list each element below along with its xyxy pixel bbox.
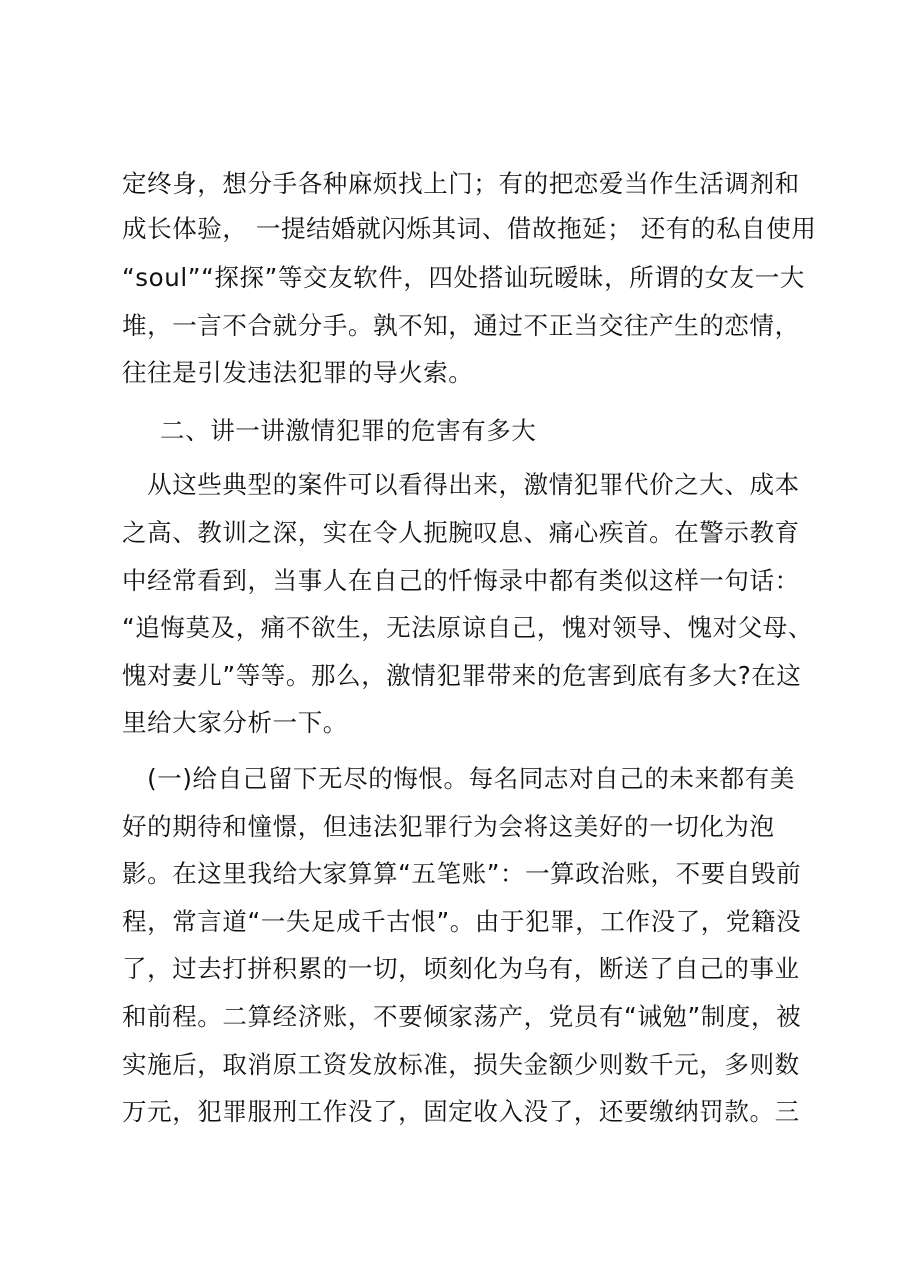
text-line: 之高、教训之深，实在令人扼腕叹息、痛心疾首。在警示教育 — [122, 518, 800, 547]
text-line: 从这些典型的案件可以看得出来，激情犯罪代价之大、成本 — [122, 470, 800, 499]
text-line: 了，过去打拼积累的一切，顷刻化为乌有，断送了自己的事业 — [122, 954, 800, 983]
text-line: 往往是引发违法犯罪的导火索。 — [122, 358, 474, 387]
text-line: 影。在这里我给大家算算“五笔账”：一算政治账，不要自毁前 — [122, 859, 802, 888]
text-line: 中经常看到，当事人在自己的忏悔录中都有类似这样一句话： — [122, 566, 800, 595]
text-line: 实施后，取消原工资发放标准，损失金额少则数千元，多则数 — [122, 1050, 800, 1079]
text-line: 愧对妻儿”等等。那么，激情犯罪带来的危害到底有多大?在这 — [122, 661, 802, 690]
text-line: 里给大家分析一下。 — [122, 708, 348, 737]
text-line: 好的期待和憧憬，但违法犯罪行为会将这美好的一切化为泡 — [122, 812, 775, 841]
text-line: “soul”“探探”等交友软件，四处搭讪玩暧昧，所谓的女友一大 — [122, 263, 805, 292]
text-line: 万元，犯罪服刑工作没了，固定收入没了，还要缴纳罚款。三 — [122, 1097, 800, 1126]
text-line: 堆，一言不合就分手。孰不知，通过不正当交往产生的恋情， — [122, 311, 800, 340]
text-line: 成长体验， 一提结婚就闪烁其词、借故拖延； 还有的私自使用 — [122, 214, 817, 243]
text-line: (一)给自己留下无尽的悔恨。每名同志对自己的未来都有美 — [122, 764, 795, 793]
text-line: “追悔莫及，痛不欲生，无法原谅自己，愧对领导、愧对父母、 — [122, 613, 813, 642]
section-heading: 二、讲一讲激情犯罪的危害有多大 — [160, 416, 537, 445]
text-line: 定终身，想分手各种麻烦找上门；有的把恋爱当作生活调剂和 — [122, 169, 800, 198]
text-line: 程，常言道“一失足成千古恨”。由于犯罪，工作没了，党籍没 — [122, 907, 802, 936]
text-line: 和前程。二算经济账，不要倾家荡产，党员有“诫勉”制度，被 — [122, 1002, 802, 1031]
